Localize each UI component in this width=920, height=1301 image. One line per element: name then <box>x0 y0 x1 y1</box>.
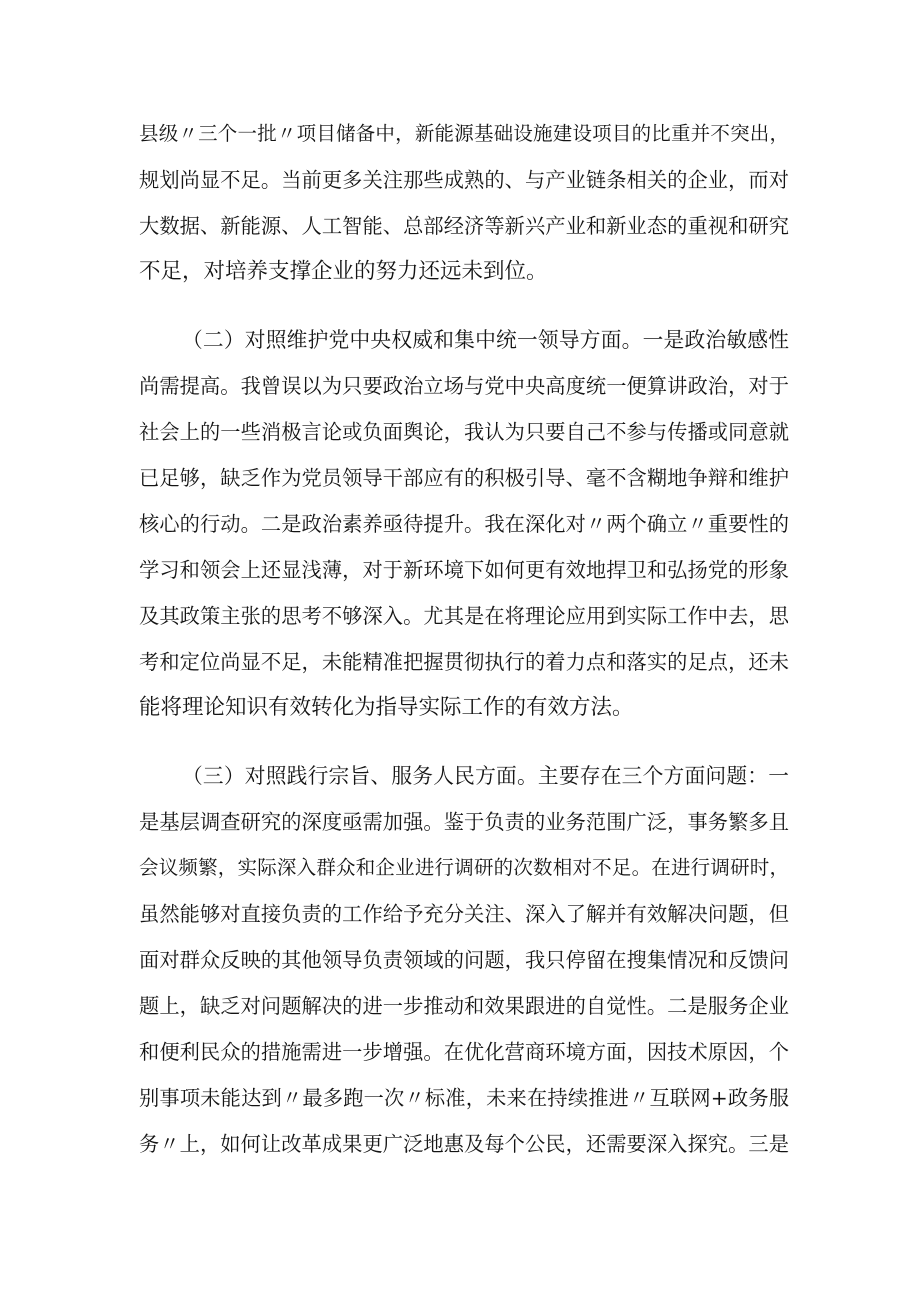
text-line: 虽然能够对直接负责的工作给予充分关注、深入了解并有效解决问题，但 <box>139 902 789 926</box>
text-line: 考和定位尚显不足，未能精准把握贯彻执行的着力点和落实的足点，还未 <box>139 650 789 674</box>
text-line: 会议频繁，实际深入群众和企业进行调研的次数相对不足。在进行调研时， <box>139 856 789 879</box>
text-line: 尚需提高。我曾误以为只要政治立场与党中央高度统一便算讲政治，对于 <box>139 374 789 398</box>
text-line: 大数据、新能源、人工智能、总部经济等新兴产业和新业态的重视和研究 <box>139 214 789 238</box>
text-line: 和便利民众的措施需进一步增强。在优化营商环境方面，因技术原因，个 <box>139 1040 789 1064</box>
text-line: 核心的行动。二是政治素养亟待提升。我在深化对〃两个确立〃重要性的 <box>139 512 789 536</box>
text-line: 不足，对培养支撑企业的努力还远未到位。 <box>139 259 548 284</box>
text-line: 是基层调查研究的深度亟需加强。鉴于负责的业务范围广泛，事务繁多且 <box>139 810 789 834</box>
text-line: 规划尚显不足。当前更多关注那些成熟的、与产业链条相关的企业，而对 <box>139 168 789 192</box>
text-line: 县级〃三个一批〃项目储备中，新能源基础设施建设项目的比重并不突出， <box>139 122 789 145</box>
text-line: 及其政策主张的思考不够深入。尤其是在将理论应用到实际工作中去，思 <box>139 604 789 628</box>
text-line: 面对群众反映的其他领导负责领域的问题，我只停留在搜集情况和反馈问 <box>139 948 789 972</box>
text-line: 题上，缺乏对问题解决的进一步推动和效果跟进的自觉性。二是服务企业 <box>139 994 789 1018</box>
paragraph-first-line: （三）对照践行宗旨、服务人民方面。主要存在三个方面问题：一 <box>182 764 789 788</box>
text-line: 学习和领会上还显浅薄，对于新环境下如何更有效地捍卫和弘扬党的形象 <box>139 558 789 582</box>
paragraph-first-line: （二）对照维护党中央权威和集中统一领导方面。一是政治敏感性 <box>182 328 789 352</box>
text-line: 社会上的一些消极言论或负面舆论，我认为只要自己不参与传播或同意就 <box>139 420 789 444</box>
text-line: 能将理论知识有效转化为指导实际工作的有效方法。 <box>139 695 634 720</box>
text-line: 已足够，缺乏作为党员领导干部应有的积极引导、毫不含糊地争辩和维护 <box>139 466 789 490</box>
text-line: 务〃上，如何让改革成果更广泛地惠及每个公民，还需要深入探究。三是 <box>139 1132 789 1156</box>
text-line: 别事项未能达到〃最多跑一次〃标准，未来在持续推进〃互联网+政务服 <box>139 1086 789 1110</box>
